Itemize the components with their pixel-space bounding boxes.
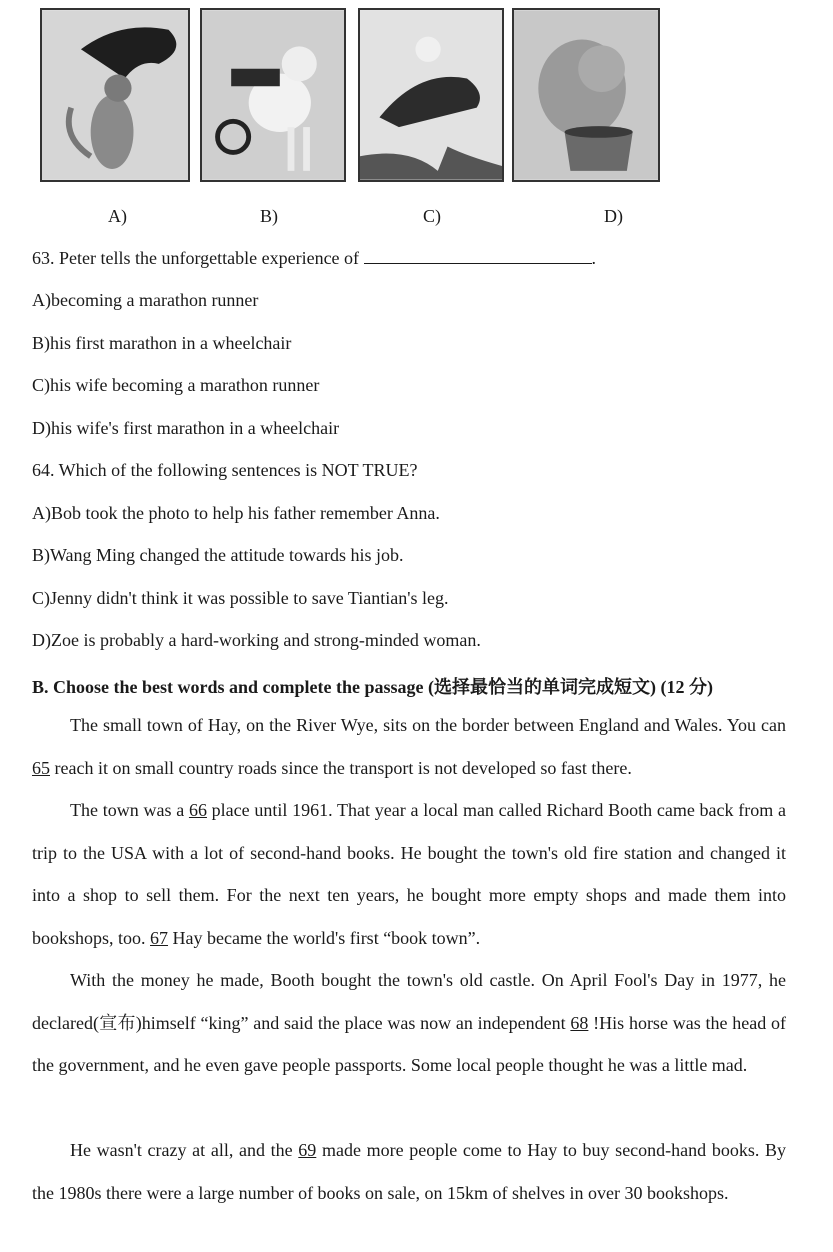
paragraph-1-text-a: The small town of Hay, on the River Wye, sits on the border between England and Wales. You can bbox=[70, 715, 786, 735]
paragraph-2-text-b: place until 1961. That year a local man called Richard Booth came back from a trip to the USA with a lot of second-hand books. He bought the town's old fire station and changed it into a shop to sell them. For the next ten years, he bought more empty shops and made them into bookshops, too. bbox=[32, 800, 786, 948]
passage-paragraph-4 bbox=[32, 1129, 786, 1214]
photo-label-b: B) bbox=[260, 206, 278, 226]
question-64-option-d: D)Zoe is probably a hard-working and strong-minded woman. bbox=[32, 630, 481, 650]
photo-label-c: C) bbox=[423, 206, 441, 226]
question-64-option-a: A)Bob took the photo to help his father remember Anna. bbox=[32, 503, 440, 523]
question-64-stem: 64. Which of the following sentences is NOT TRUE? bbox=[32, 460, 418, 480]
blank-66: 66 bbox=[188, 800, 207, 820]
paragraph-3-text-a: With the money he made, Booth bought the town's old castle. On April Fool's Day in 1977, he declared(宣布)himself “king” and said the place was now an independent bbox=[32, 970, 786, 1033]
passage-paragraph-3 bbox=[32, 959, 786, 1087]
question-63-period: . bbox=[591, 248, 597, 268]
paragraph-2-text-c: Hay became the world's first “book town”. bbox=[168, 927, 481, 948]
photo-b-cat-wheelchair bbox=[200, 8, 346, 182]
section-b-heading: B. Choose the best words and complete the passage (选择最恰当的单词完成短文) (12 分) bbox=[32, 677, 713, 697]
blank-65: 65 bbox=[32, 757, 50, 778]
photo-label-a: A) bbox=[108, 206, 127, 226]
paragraph-4-text-a: He wasn't crazy at all, and the bbox=[70, 1140, 299, 1160]
question-63-option-a: A)becoming a marathon runner bbox=[32, 290, 259, 310]
answer-blank bbox=[364, 249, 592, 264]
paragraph-4-text-b: made more people come to Hay to buy second-hand books. By the 1980s there were a large number of books on sale, on 15km of shelves in over 30 bookshops. bbox=[32, 1140, 786, 1203]
paragraph-2-text-a: The town was a bbox=[70, 800, 189, 820]
blank-68: 68 bbox=[570, 1012, 589, 1033]
question-64-option-b: B)Wang Ming changed the attitude towards his job. bbox=[32, 545, 404, 565]
question-63-text: 63. Peter tells the unforgettable experience of bbox=[32, 248, 364, 268]
paragraph-3-text-b: !His horse was the head of the government, and he even gave people passports. Some local people thought he was a little mad. bbox=[32, 1012, 786, 1076]
paragraph-1-text-b: reach it on small country roads since the transport is not developed so fast there. bbox=[50, 757, 632, 778]
photo-d-cat-eating bbox=[512, 8, 660, 182]
question-63-option-c: C)his wife becoming a marathon runner bbox=[32, 375, 320, 395]
photo-a-kitten-playing bbox=[40, 8, 190, 182]
photo-c-cat-jumping bbox=[358, 8, 504, 182]
question-63-option-d: D)his wife's first marathon in a wheelchair bbox=[32, 418, 340, 438]
cat-jumping-image bbox=[360, 10, 502, 180]
blank-69: 69 bbox=[298, 1140, 317, 1160]
question-63-stem bbox=[32, 248, 596, 269]
blank-67: 67 bbox=[150, 927, 169, 948]
cat-eating-image bbox=[514, 10, 658, 180]
question-64-option-c: C)Jenny didn't think it was possible to save Tiantian's leg. bbox=[32, 588, 449, 608]
photo-label-d: D) bbox=[604, 206, 623, 226]
kitten-playing-image bbox=[42, 10, 188, 180]
question-63-option-b: B)his first marathon in a wheelchair bbox=[32, 333, 292, 353]
cat-wheelchair-image bbox=[202, 10, 344, 180]
passage-paragraph-2 bbox=[32, 789, 786, 959]
passage-paragraph-1 bbox=[32, 704, 786, 789]
